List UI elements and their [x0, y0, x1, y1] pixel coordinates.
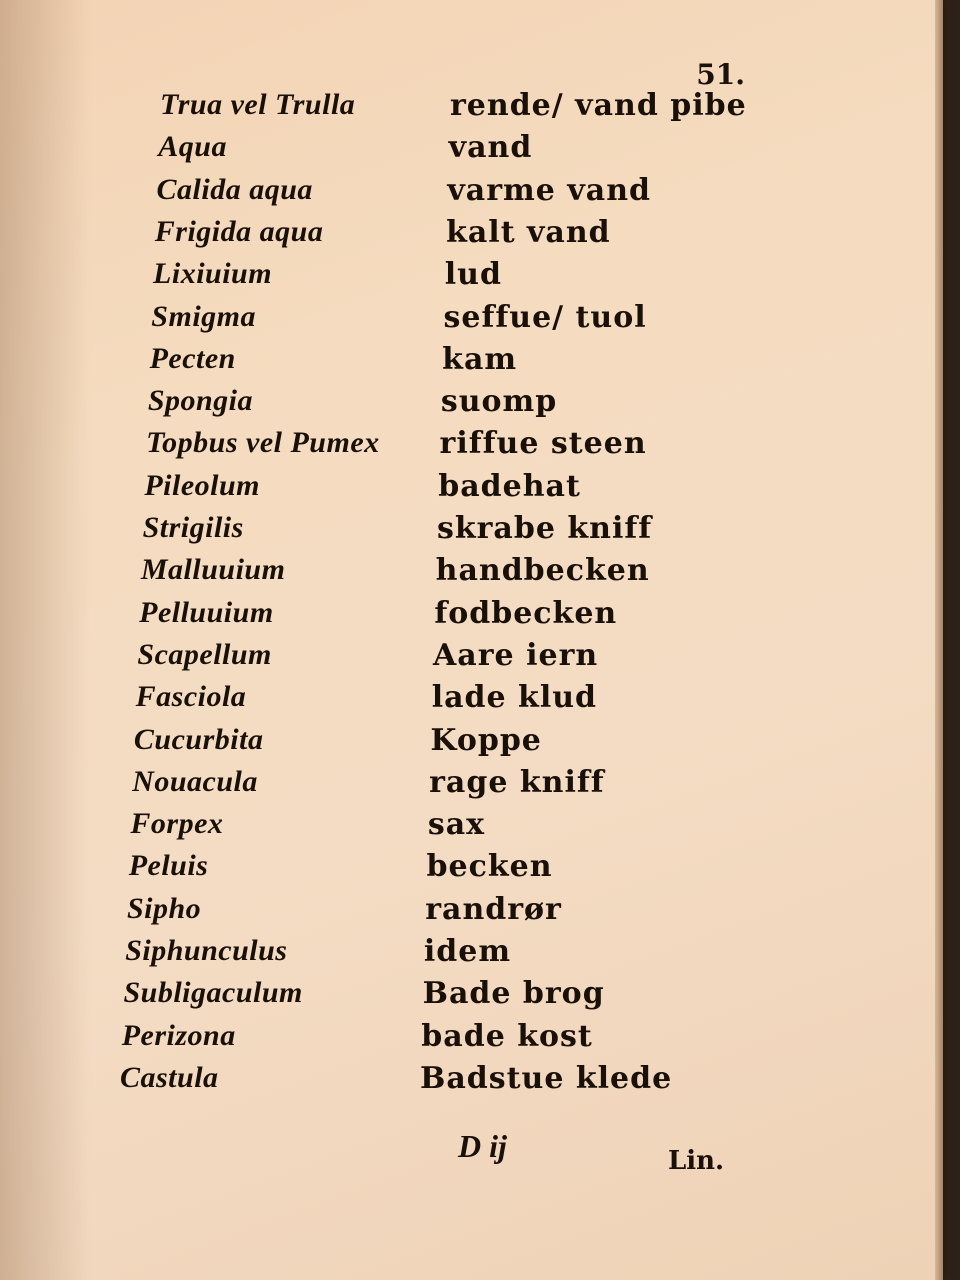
latin-term: Smigma	[151, 299, 256, 333]
glossary-row	[139, 596, 779, 638]
danish-term: kam	[442, 341, 518, 377]
latin-term: Nouacula	[132, 764, 258, 798]
danish-term: riffue steen	[439, 426, 647, 462]
latin-term: Frigida aqua	[154, 214, 324, 248]
latin-term: Topbus vel Pumex	[146, 426, 380, 460]
latin-term: Cucurbita	[133, 722, 264, 756]
latin-term: Malluuium	[140, 553, 286, 587]
latin-term: Aqua	[158, 130, 227, 164]
danish-term: rende/ vand pibe	[450, 88, 747, 123]
catchword: Lin.	[668, 1146, 725, 1176]
danish-term: Bade brog	[422, 976, 605, 1012]
glossary-row	[150, 342, 790, 384]
glossary-row	[148, 384, 788, 426]
signature-mark: D ij	[458, 1128, 507, 1164]
glossary-row	[125, 934, 765, 976]
glossary-row	[151, 300, 791, 342]
glossary-row	[137, 638, 777, 680]
glossary-row	[153, 257, 793, 299]
latin-term: Subligaculum	[123, 976, 303, 1010]
page-edge	[935, 0, 943, 1280]
danish-term: seffue/ tuol	[443, 299, 647, 335]
glossary-row	[160, 88, 800, 130]
danish-term: sax	[427, 807, 486, 843]
danish-term: Aare iern	[433, 637, 599, 673]
danish-term: randrør	[425, 891, 562, 927]
glossary-row	[134, 723, 774, 765]
glossary-row	[141, 553, 781, 595]
latin-term: Calida aqua	[156, 172, 313, 206]
danish-term: kalt vand	[446, 214, 611, 250]
glossary-row	[157, 173, 797, 215]
glossary-row	[127, 892, 767, 934]
latin-term: Scapellum	[137, 637, 272, 671]
latin-term: Peluis	[128, 849, 209, 883]
latin-term: Siphunculus	[125, 934, 288, 967]
latin-term: Pecten	[149, 341, 236, 375]
glossary-row	[158, 130, 798, 172]
danish-term: Koppe	[430, 722, 542, 758]
page-number: 51.	[696, 58, 745, 91]
danish-term: vand	[448, 130, 533, 166]
glossary-row	[120, 1061, 760, 1103]
danish-term: badehat	[438, 468, 581, 504]
danish-term: idem	[423, 934, 512, 969]
latin-term: Forpex	[130, 807, 224, 841]
glossary-row	[122, 1019, 762, 1061]
danish-term: fodbecken	[434, 595, 618, 631]
danish-term: lud	[444, 257, 502, 293]
danish-term: handbecken	[435, 553, 650, 589]
glossary-row	[143, 511, 783, 553]
latin-term: Spongia	[147, 384, 254, 418]
latin-term: Pileolum	[144, 468, 261, 502]
latin-term: Trua vel Trulla	[160, 88, 356, 121]
glossary-row	[144, 469, 784, 511]
latin-term: Perizona	[121, 1018, 236, 1052]
danish-term: skrabe kniff	[436, 511, 653, 546]
gutter-shadow	[0, 0, 90, 1280]
danish-term: bade kost	[421, 1018, 593, 1054]
latin-term: Strigilis	[142, 511, 244, 544]
latin-term: Lixiuium	[153, 257, 273, 291]
glossary-row	[123, 976, 763, 1018]
danish-term: suomp	[440, 384, 558, 420]
latin-term: Fasciola	[135, 680, 247, 714]
glossary-row	[132, 765, 772, 807]
glossary-row	[146, 426, 786, 468]
glossary-row	[136, 680, 776, 722]
danish-term: rage kniff	[429, 764, 605, 800]
danish-term: varme vand	[447, 172, 651, 208]
latin-term: Sipho	[126, 891, 202, 925]
danish-term: Badstue klede	[420, 1060, 673, 1096]
glossary-row	[155, 215, 795, 257]
glossary-row	[129, 849, 769, 891]
danish-term: becken	[426, 849, 553, 885]
latin-term: Pelluuium	[139, 595, 274, 629]
latin-term: Castula	[120, 1060, 219, 1094]
danish-term: lade klud	[431, 680, 598, 716]
glossary-row	[130, 807, 770, 849]
